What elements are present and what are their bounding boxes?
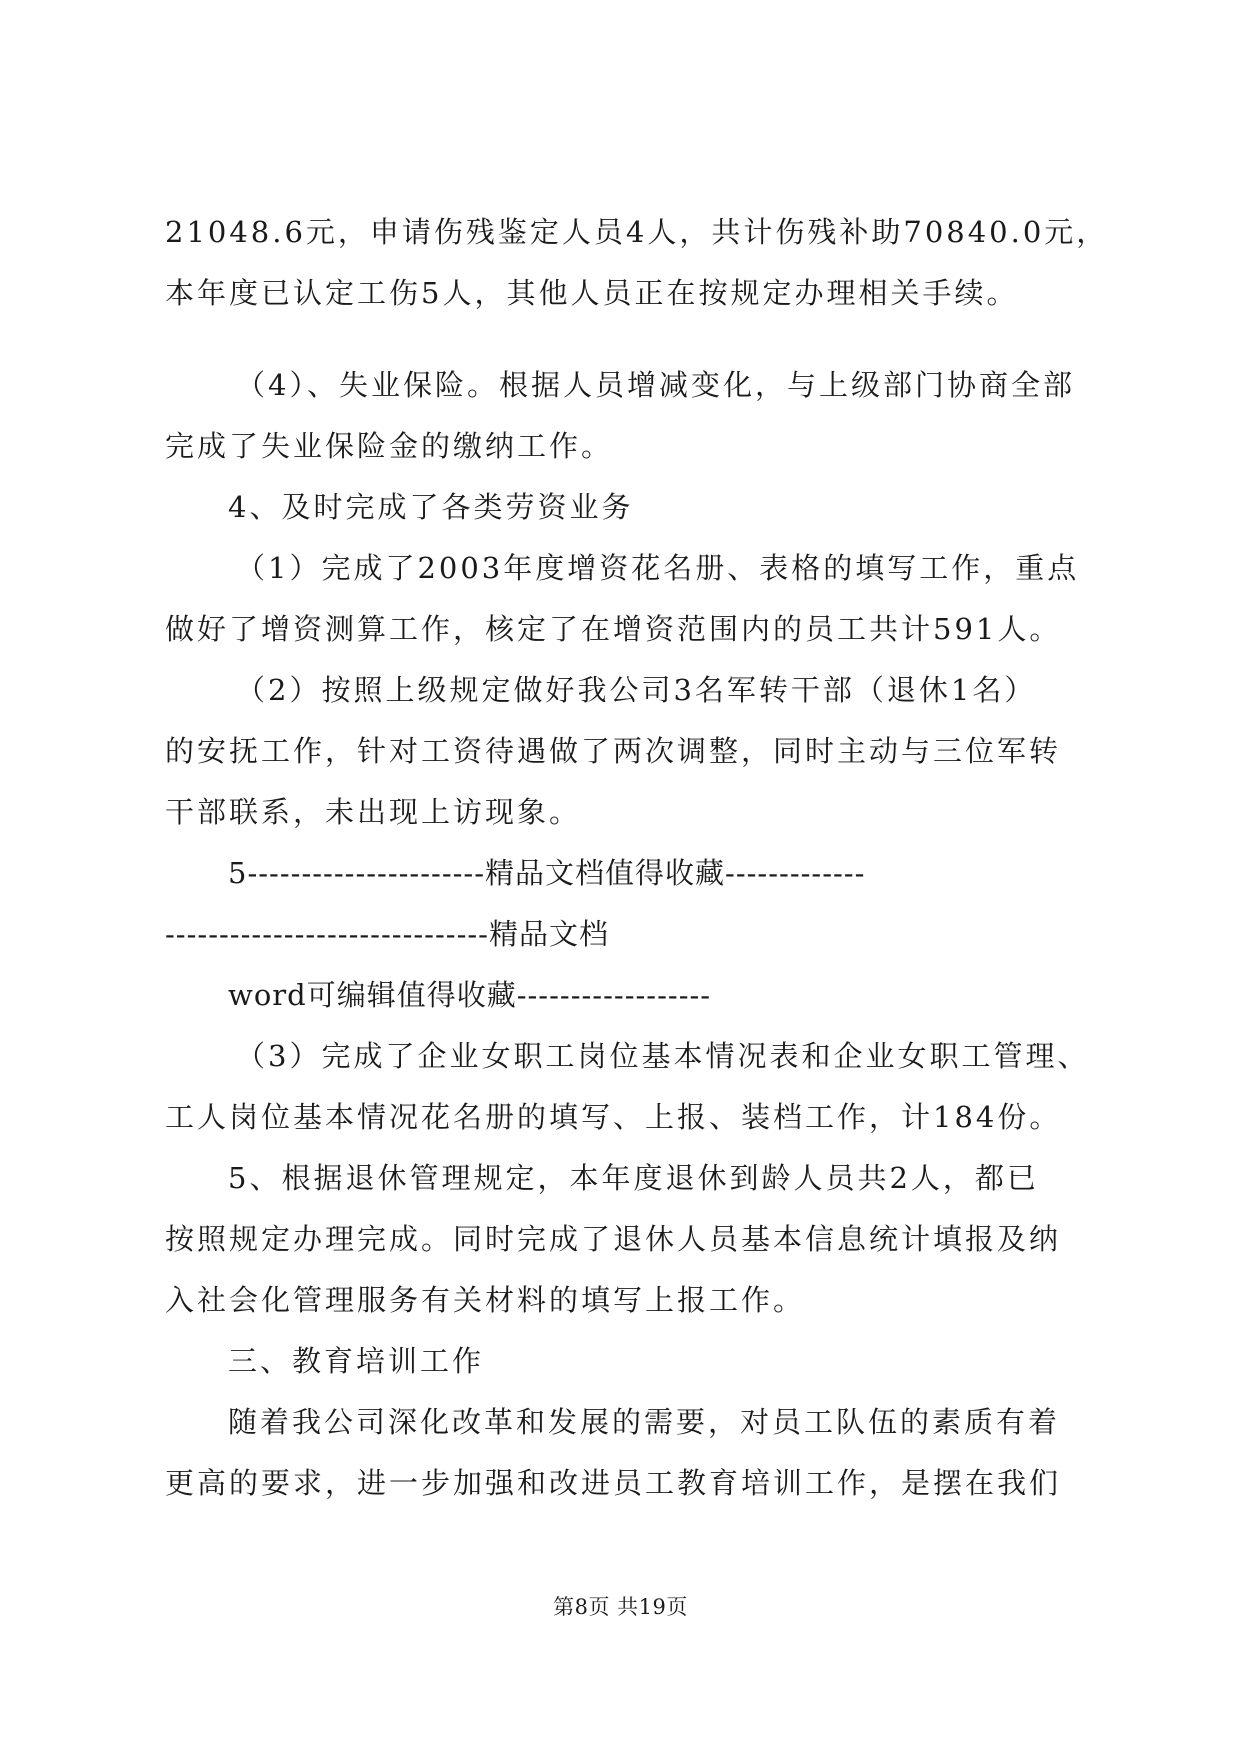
watermark-line: ------------------------------精品文档 [165, 917, 609, 951]
text-line: 工人岗位基本情况花名册的填写、上报、装档工作，计184份。 [165, 1100, 1062, 1134]
section-heading: 4、及时完成了各类劳资业务 [228, 490, 634, 524]
text-line: 的安抚工作，针对工资待遇做了两次调整，同时主动与三位军转 [165, 734, 1062, 768]
watermark-line: word可编辑值得收藏------------------ [228, 978, 712, 1012]
section-heading: 三、教育培训工作 [228, 1344, 485, 1378]
text-line: （4）、失业保险。根据人员增减变化，与上级部门协商全部 [236, 368, 1075, 402]
watermark-line: 5----------------------精品文档值得收藏------------- [228, 856, 866, 890]
text-line: 21048.6元，申请伤残鉴定人员4人，共计伤残补助70840.0元， [165, 215, 1109, 249]
text-line: 5、根据退休管理规定，本年度退休到龄人员共2人，都已 [228, 1161, 1039, 1195]
text-line: 完成了失业保险金的缴纳工作。 [165, 429, 614, 463]
text-line: （1）完成了2003年度增资花名册、表格的填写工作，重点 [236, 551, 1080, 585]
text-line: 入社会化管理服务有关材料的填写上报工作。 [165, 1283, 806, 1317]
text-line: 本年度已认定工伤5人，其他人员正在按规定办理相关手续。 [165, 276, 1019, 310]
text-line: （3）完成了企业女职工岗位基本情况表和企业女职工管理、 [236, 1039, 1090, 1073]
text-line: 随着我公司深化改革和发展的需要，对员工队伍的素质有着 [228, 1405, 1061, 1439]
page-number-footer: 第8页 共19页 [553, 1595, 688, 1619]
text-line: （2）按照上级规定做好我公司3名军转干部（退休1名） [236, 673, 1037, 707]
text-line: 干部联系，未出现上访现象。 [165, 795, 582, 829]
text-line: 更高的要求，进一步加强和改进员工教育培训工作，是摆在我们 [165, 1466, 1062, 1500]
text-line: 按照规定办理完成。同时完成了退休人员基本信息统计填报及纳 [165, 1222, 1062, 1256]
text-line: 做好了增资测算工作，核定了在增资范围内的员工共计591人。 [165, 612, 1062, 646]
